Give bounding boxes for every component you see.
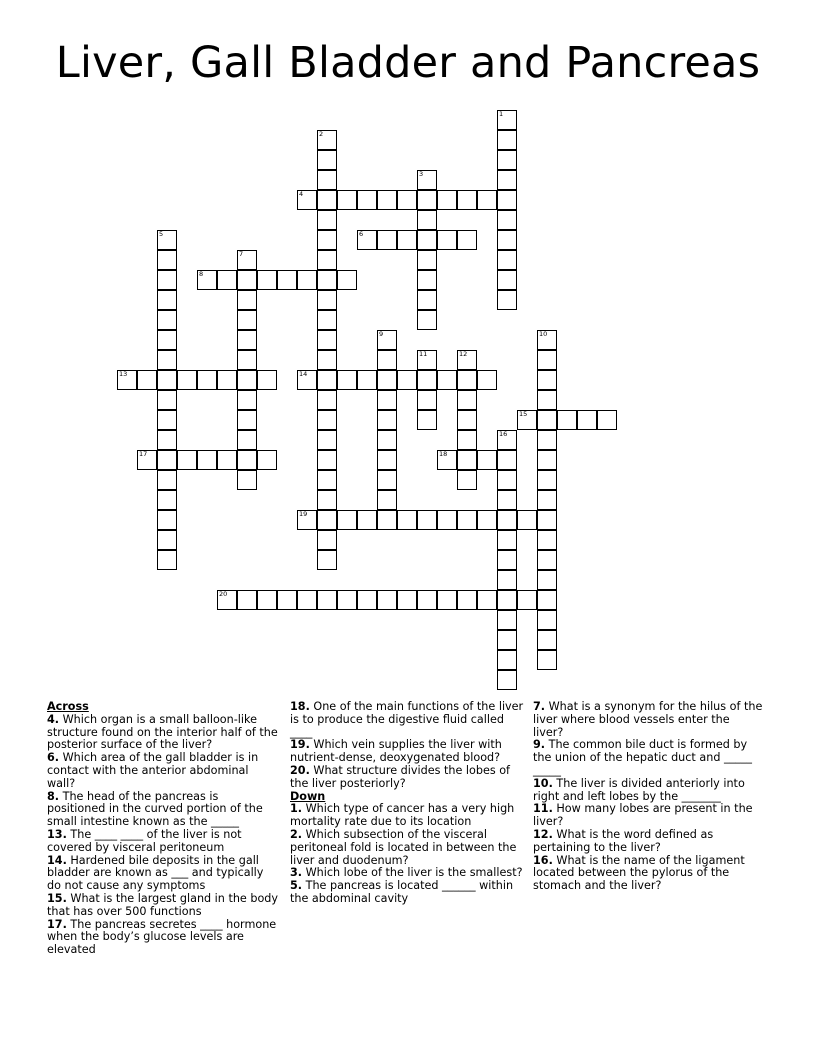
- grid-cell[interactable]: [537, 530, 557, 550]
- grid-cell[interactable]: [237, 310, 257, 330]
- cell-number: 17: [139, 450, 148, 458]
- clue-down-5: [290, 880, 526, 906]
- grid-cell[interactable]: [357, 230, 377, 250]
- grid-cell[interactable]: [537, 350, 557, 370]
- grid-cell[interactable]: [497, 650, 517, 670]
- grid-cell[interactable]: [317, 370, 337, 390]
- grid-cell[interactable]: [317, 230, 337, 250]
- clue-number: 19.: [290, 738, 310, 752]
- grid-cell[interactable]: [357, 510, 377, 530]
- grid-cell[interactable]: [317, 550, 337, 570]
- clue-down-1: [290, 803, 526, 829]
- grid-cell[interactable]: [377, 450, 397, 470]
- clue-across-20: [290, 765, 526, 791]
- grid-cell[interactable]: [497, 270, 517, 290]
- grid-cell[interactable]: [377, 470, 397, 490]
- grid-cell[interactable]: [157, 230, 177, 250]
- grid-cell[interactable]: [497, 630, 517, 650]
- grid-cell[interactable]: [157, 410, 177, 430]
- grid-cell[interactable]: [157, 290, 177, 310]
- cell-number: 14: [299, 370, 308, 378]
- grid-cell[interactable]: [377, 410, 397, 430]
- grid-cell[interactable]: [537, 630, 557, 650]
- clue-text: How many lobes are present in the liver?: [533, 802, 753, 829]
- cell-number: 5: [159, 230, 164, 238]
- clue-number: 4.: [47, 712, 60, 726]
- cell-number: 7: [239, 250, 244, 258]
- grid-cell[interactable]: [297, 510, 317, 530]
- grid-cell[interactable]: [417, 290, 437, 310]
- grid-cell[interactable]: [337, 190, 357, 210]
- grid-cell[interactable]: [357, 370, 377, 390]
- grid-cell[interactable]: [277, 270, 297, 290]
- grid-cell[interactable]: [237, 430, 257, 450]
- grid-cell[interactable]: [377, 510, 397, 530]
- grid-cell[interactable]: [417, 250, 437, 270]
- grid-cell[interactable]: [237, 590, 257, 610]
- grid-cell[interactable]: [417, 510, 437, 530]
- grid-cell[interactable]: [377, 590, 397, 610]
- grid-cell[interactable]: [537, 390, 557, 410]
- clue-text: What structure divides the lobes of the liver posteriorly?: [290, 763, 510, 790]
- grid-cell[interactable]: [197, 270, 217, 290]
- grid-cell[interactable]: [177, 370, 197, 390]
- grid-cell[interactable]: [557, 410, 577, 430]
- grid-cell[interactable]: [537, 510, 557, 530]
- grid-cell[interactable]: [317, 310, 337, 330]
- grid-cell[interactable]: [457, 430, 477, 450]
- grid-cell[interactable]: [337, 270, 357, 290]
- clue-text: One of the main functions of the liver is to produce the digestive fluid called ____: [290, 700, 524, 739]
- clue-text: Which organ is a small balloon-like structure found on the interior half of the posterior surface of the liver?: [47, 712, 278, 752]
- grid-cell[interactable]: [417, 370, 437, 390]
- grid-cell[interactable]: [317, 390, 337, 410]
- grid-cell[interactable]: [317, 510, 337, 530]
- grid-cell[interactable]: [237, 370, 257, 390]
- grid-cell[interactable]: [497, 430, 517, 450]
- grid-cell[interactable]: [217, 270, 237, 290]
- clue-number: 1.: [290, 802, 303, 816]
- grid-cell[interactable]: [317, 210, 337, 230]
- grid-cell[interactable]: [477, 450, 497, 470]
- grid-cell[interactable]: [437, 370, 457, 390]
- grid-cell[interactable]: [497, 530, 517, 550]
- grid-cell[interactable]: [237, 330, 257, 350]
- clue-number: 3.: [290, 866, 303, 880]
- grid-cell[interactable]: [497, 470, 517, 490]
- clue-down-10: [533, 778, 763, 804]
- clue-text: The common bile duct is formed by the union of the hepatic duct and _____ _____: [533, 738, 752, 777]
- grid-cell[interactable]: [297, 590, 317, 610]
- grid-cell[interactable]: [497, 670, 517, 690]
- grid-cell[interactable]: [497, 550, 517, 570]
- grid-cell[interactable]: [337, 370, 357, 390]
- grid-cell[interactable]: [437, 230, 457, 250]
- grid-cell[interactable]: [397, 590, 417, 610]
- cell-number: 10: [539, 330, 548, 338]
- grid-cell[interactable]: [497, 250, 517, 270]
- grid-cell[interactable]: [537, 330, 557, 350]
- cell-number: 2: [319, 130, 324, 138]
- grid-cell[interactable]: [497, 490, 517, 510]
- clue-across-13: [47, 829, 279, 855]
- grid-cell[interactable]: [317, 270, 337, 290]
- clue-text: Which lobe of the liver is the smallest?: [305, 866, 523, 880]
- grid-cell[interactable]: [457, 450, 477, 470]
- grid-cell[interactable]: [317, 330, 337, 350]
- grid-cell[interactable]: [457, 470, 477, 490]
- grid-cell[interactable]: [437, 590, 457, 610]
- cell-number: 19: [299, 510, 308, 518]
- grid-cell[interactable]: [317, 490, 337, 510]
- grid-cell[interactable]: [497, 450, 517, 470]
- clue-text: What is a synonym for the hilus of the liver where blood vessels enter the liver?: [533, 700, 763, 739]
- clue-text: What is the largest gland in the body that has over 500 functions: [47, 891, 279, 918]
- grid-cell[interactable]: [517, 410, 537, 430]
- grid-cell[interactable]: [237, 470, 257, 490]
- grid-cell[interactable]: [477, 510, 497, 530]
- grid-cell[interactable]: [537, 410, 557, 430]
- grid-cell[interactable]: [317, 450, 337, 470]
- clue-number: 10.: [533, 776, 553, 790]
- cell-number: 13: [119, 370, 128, 378]
- grid-cell[interactable]: [317, 190, 337, 210]
- clue-across-8: [47, 791, 279, 829]
- grid-cell[interactable]: [397, 370, 417, 390]
- cell-number: 18: [439, 450, 448, 458]
- clues-column-3: [533, 701, 763, 893]
- cell-number: 11: [419, 350, 428, 358]
- grid-cell[interactable]: [377, 330, 397, 350]
- grid-cell[interactable]: [317, 350, 337, 370]
- grid-cell[interactable]: [317, 410, 337, 430]
- grid-cell[interactable]: [537, 430, 557, 450]
- grid-cell[interactable]: [537, 590, 557, 610]
- grid-cell[interactable]: [457, 510, 477, 530]
- clue-number: 9.: [533, 738, 546, 752]
- grid-cell[interactable]: [417, 390, 437, 410]
- grid-cell[interactable]: [377, 430, 397, 450]
- clue-number: 20.: [290, 763, 310, 777]
- cell-number: 1: [499, 110, 504, 118]
- clue-down-9: [533, 739, 763, 777]
- clue-text: Which vein supplies the liver with nutrient-dense, deoxygenated blood?: [290, 738, 502, 765]
- grid-cell[interactable]: [217, 590, 237, 610]
- grid-cell[interactable]: [337, 510, 357, 530]
- grid-cell[interactable]: [497, 210, 517, 230]
- grid-cell[interactable]: [317, 430, 337, 450]
- grid-cell[interactable]: [157, 270, 177, 290]
- grid-cell[interactable]: [477, 190, 497, 210]
- grid-cell[interactable]: [117, 370, 137, 390]
- grid-cell[interactable]: [157, 490, 177, 510]
- grid-cell[interactable]: [317, 250, 337, 270]
- grid-cell[interactable]: [417, 230, 437, 250]
- grid-cell[interactable]: [317, 130, 337, 150]
- clue-text: The head of the pancreas is positioned in the curved portion of the small intestine known as the _____: [47, 789, 263, 829]
- clue-number: 8.: [47, 789, 60, 803]
- grid-cell[interactable]: [497, 290, 517, 310]
- clue-number: 12.: [533, 827, 553, 841]
- cell-number: 4: [299, 190, 304, 198]
- grid-cell[interactable]: [237, 250, 257, 270]
- down-header: Down: [290, 789, 326, 803]
- clue-text: The liver is divided anteriorly into right and left lobes by the _______: [533, 776, 745, 803]
- grid-cell[interactable]: [177, 450, 197, 470]
- grid-cell[interactable]: [437, 190, 457, 210]
- grid-cell[interactable]: [417, 170, 437, 190]
- grid-cell[interactable]: [237, 410, 257, 430]
- grid-cell[interactable]: [297, 270, 317, 290]
- cell-number: 3: [419, 170, 424, 178]
- grid-cell[interactable]: [497, 130, 517, 150]
- clue-number: 11.: [533, 802, 553, 816]
- grid-cell[interactable]: [157, 510, 177, 530]
- cell-number: 16: [499, 430, 508, 438]
- across-header: Across: [47, 700, 89, 713]
- grid-cell[interactable]: [537, 550, 557, 570]
- grid-cell[interactable]: [397, 190, 417, 210]
- grid-cell[interactable]: [497, 230, 517, 250]
- clue-across-17: [47, 919, 279, 957]
- grid-cell[interactable]: [457, 590, 477, 610]
- grid-cell[interactable]: [257, 450, 277, 470]
- grid-cell[interactable]: [397, 230, 417, 250]
- grid-cell[interactable]: [457, 230, 477, 250]
- grid-cell[interactable]: [157, 370, 177, 390]
- clue-down-16: [533, 855, 763, 893]
- clue-across-15: [47, 893, 279, 919]
- clue-across-18: [290, 701, 526, 739]
- grid-cell[interactable]: [497, 110, 517, 130]
- grid-cell[interactable]: [417, 350, 437, 370]
- grid-cell[interactable]: [497, 610, 517, 630]
- grid-cell[interactable]: [417, 410, 437, 430]
- cell-number: 15: [519, 410, 528, 418]
- grid-cell[interactable]: [497, 150, 517, 170]
- grid-cell[interactable]: [157, 310, 177, 330]
- clue-text: The pancreas is located ______ within the abdominal cavity: [290, 879, 514, 905]
- grid-cell[interactable]: [537, 570, 557, 590]
- clue-number: 6.: [47, 751, 60, 765]
- grid-cell[interactable]: [497, 590, 517, 610]
- clues-column-1: [47, 701, 279, 957]
- grid-cell[interactable]: [537, 650, 557, 670]
- clue-text: What is the name of the ligament located between the pylorus of the stomach and the liver?: [533, 853, 745, 893]
- grid-cell[interactable]: [297, 190, 317, 210]
- grid-cell[interactable]: [317, 170, 337, 190]
- grid-cell[interactable]: [157, 550, 177, 570]
- grid-cell[interactable]: [537, 490, 557, 510]
- clue-down-11: [533, 803, 763, 829]
- grid-cell[interactable]: [497, 510, 517, 530]
- grid-cell[interactable]: [397, 510, 417, 530]
- grid-cell[interactable]: [337, 590, 357, 610]
- clue-number: 18.: [290, 700, 310, 713]
- grid-cell[interactable]: [377, 190, 397, 210]
- grid-cell[interactable]: [237, 290, 257, 310]
- grid-cell[interactable]: [477, 370, 497, 390]
- clue-text: What is the word defined as pertaining to the liver?: [533, 827, 714, 854]
- grid-cell[interactable]: [457, 410, 477, 430]
- grid-cell[interactable]: [517, 590, 537, 610]
- grid-cell[interactable]: [237, 390, 257, 410]
- grid-cell[interactable]: [317, 530, 337, 550]
- grid-cell[interactable]: [497, 170, 517, 190]
- grid-cell[interactable]: [157, 530, 177, 550]
- grid-cell[interactable]: [197, 450, 217, 470]
- grid-cell[interactable]: [377, 370, 397, 390]
- clue-number: 5.: [290, 879, 303, 893]
- grid-cell[interactable]: [237, 350, 257, 370]
- clue-number: 13.: [47, 827, 67, 841]
- clue-across-6: [47, 752, 279, 790]
- grid-cell[interactable]: [157, 330, 177, 350]
- clue-across-14: [47, 855, 279, 893]
- clue-text: Which area of the gall bladder is in contact with the anterior abdominal wall?: [47, 751, 259, 790]
- grid-cell[interactable]: [157, 430, 177, 450]
- grid-cell[interactable]: [157, 390, 177, 410]
- grid-cell[interactable]: [417, 590, 437, 610]
- grid-cell[interactable]: [417, 310, 437, 330]
- grid-cell[interactable]: [537, 610, 557, 630]
- clue-number: 16.: [533, 853, 553, 867]
- clue-number: 14.: [47, 853, 67, 867]
- grid-cell[interactable]: [417, 190, 437, 210]
- grid-cell[interactable]: [477, 590, 497, 610]
- clue-text: Hardened bile deposits in the gall bladder are known as ___ and typically do not cause any symptoms: [47, 853, 264, 893]
- grid-cell[interactable]: [357, 190, 377, 210]
- grid-cell[interactable]: [537, 370, 557, 390]
- clue-number: 17.: [47, 917, 67, 931]
- clue-across-4: [47, 714, 279, 752]
- grid-cell[interactable]: [317, 290, 337, 310]
- grid-cell[interactable]: [257, 270, 277, 290]
- clue-across-19: [290, 739, 526, 765]
- grid-cell[interactable]: [317, 470, 337, 490]
- grid-cell[interactable]: [597, 410, 617, 430]
- grid-cell[interactable]: [257, 590, 277, 610]
- grid-cell[interactable]: [417, 270, 437, 290]
- grid-cell[interactable]: [377, 230, 397, 250]
- grid-cell[interactable]: [537, 450, 557, 470]
- cell-number: 20: [219, 590, 228, 598]
- grid-cell[interactable]: [377, 490, 397, 510]
- grid-cell[interactable]: [497, 570, 517, 590]
- clue-number: 15.: [47, 891, 67, 905]
- grid-cell[interactable]: [197, 370, 217, 390]
- grid-cell[interactable]: [377, 350, 397, 370]
- grid-cell[interactable]: [437, 450, 457, 470]
- grid-cell[interactable]: [277, 590, 297, 610]
- grid-cell[interactable]: [377, 390, 397, 410]
- grid-cell[interactable]: [417, 210, 437, 230]
- puzzle-title: Liver, Gall Bladder and Pancreas: [55, 38, 761, 88]
- grid-cell[interactable]: [457, 190, 477, 210]
- clue-text: The ____ ____ of the liver is not covered by visceral peritoneum: [47, 827, 242, 854]
- grid-cell[interactable]: [157, 250, 177, 270]
- grid-cell[interactable]: [437, 510, 457, 530]
- grid-cell[interactable]: [577, 410, 597, 430]
- clue-text: Which type of cancer has a very high mortality rate due to its location: [290, 802, 515, 829]
- grid-cell[interactable]: [137, 370, 157, 390]
- grid-cell[interactable]: [257, 370, 277, 390]
- grid-cell[interactable]: [517, 510, 537, 530]
- grid-cell[interactable]: [497, 190, 517, 210]
- clue-number: 7.: [533, 700, 546, 713]
- grid-cell[interactable]: [137, 450, 157, 470]
- cell-number: 6: [359, 230, 364, 238]
- grid-cell[interactable]: [297, 370, 317, 390]
- clue-down-2: [290, 829, 526, 867]
- cell-number: 8: [199, 270, 204, 278]
- cell-number: 9: [379, 330, 384, 338]
- grid-cell[interactable]: [157, 450, 177, 470]
- grid-cell[interactable]: [157, 470, 177, 490]
- clue-text: The pancreas secretes ____ hormone when the body’s glucose levels are elevated: [47, 917, 277, 957]
- grid-cell[interactable]: [317, 150, 337, 170]
- grid-cell[interactable]: [237, 270, 257, 290]
- clue-down-12: [533, 829, 763, 855]
- cell-number: 12: [459, 350, 468, 358]
- grid-cell[interactable]: [217, 370, 237, 390]
- clue-down-7: [533, 701, 763, 739]
- grid-cell[interactable]: [157, 350, 177, 370]
- grid-cell[interactable]: [457, 350, 477, 370]
- clues-column-2: [290, 701, 526, 906]
- grid-cell[interactable]: [317, 590, 337, 610]
- grid-cell[interactable]: [457, 370, 477, 390]
- grid-cell[interactable]: [457, 390, 477, 410]
- grid-cell[interactable]: [357, 590, 377, 610]
- grid-cell[interactable]: [537, 470, 557, 490]
- grid-cell[interactable]: [217, 450, 237, 470]
- clue-number: 2.: [290, 827, 303, 841]
- clue-text: Which subsection of the visceral peritoneal fold is located in between the liver and duodenum?: [290, 827, 517, 867]
- grid-cell[interactable]: [237, 450, 257, 470]
